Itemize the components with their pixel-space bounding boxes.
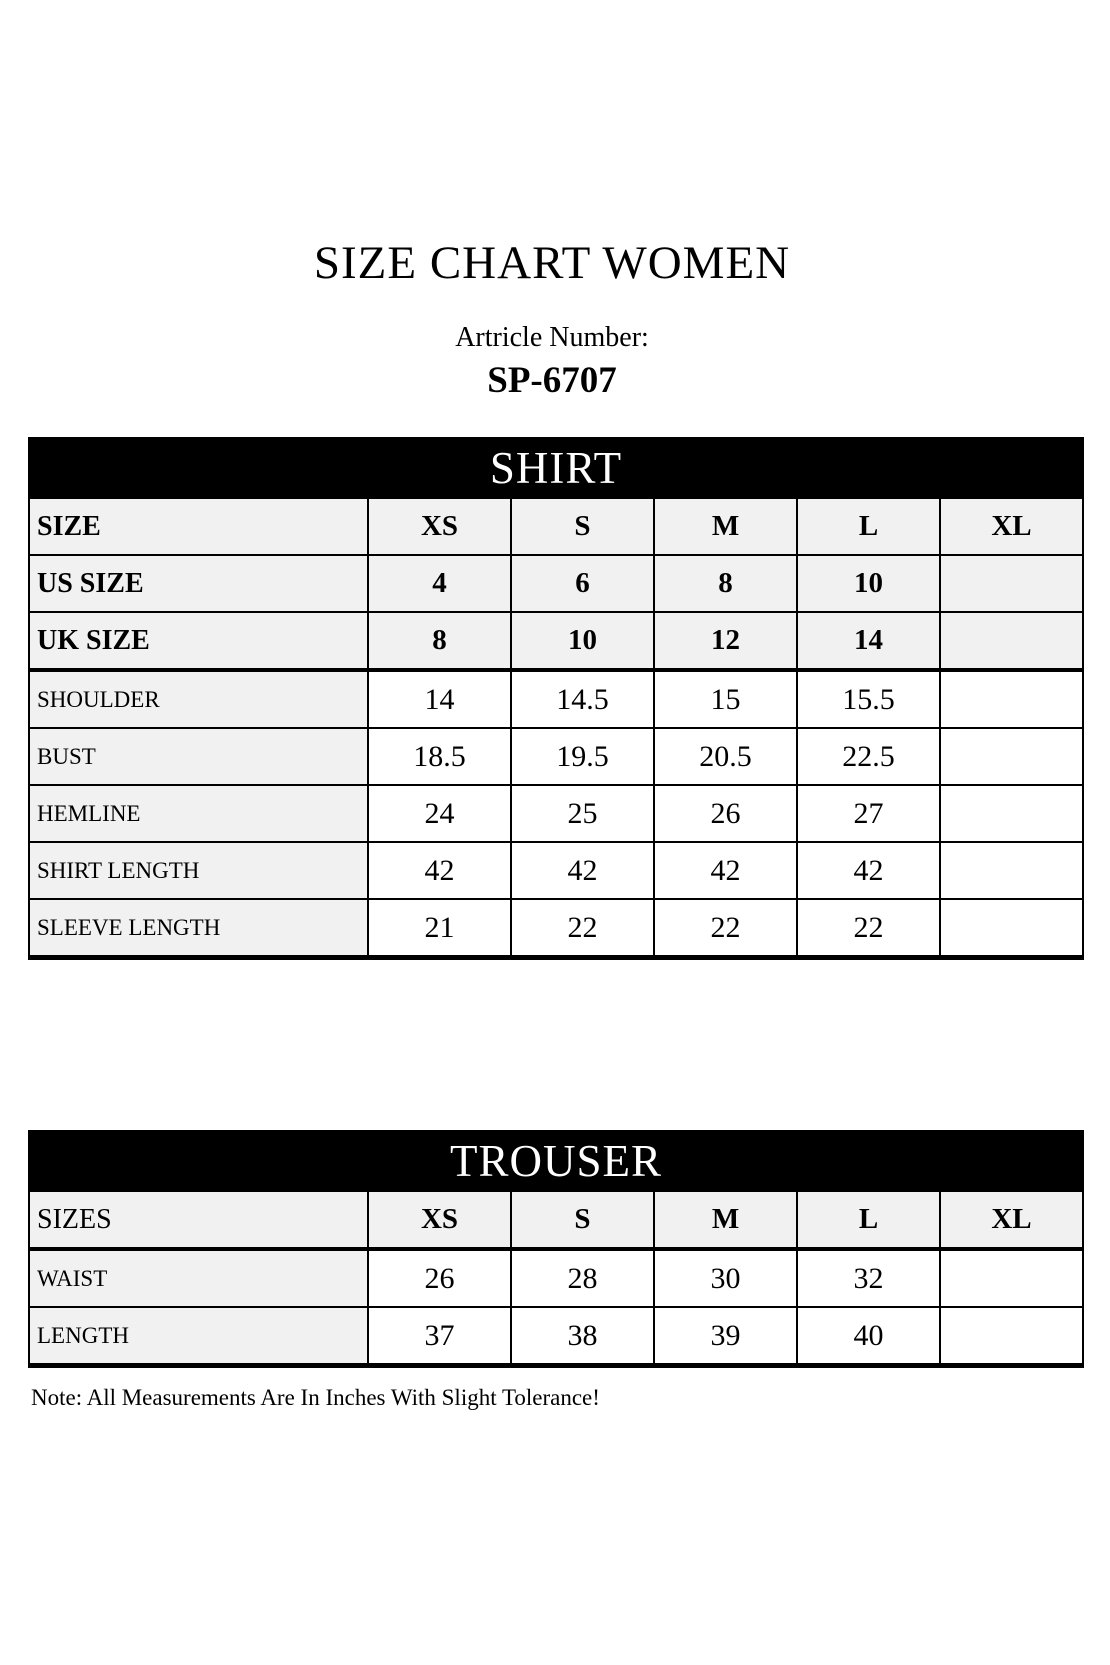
size-cell: M: [654, 1191, 797, 1249]
article-number-label: Artricle Number:: [455, 322, 649, 353]
measurement-cell: [940, 842, 1083, 899]
row-label: UK SIZE: [29, 612, 368, 670]
size-cell: S: [511, 498, 654, 555]
size-cell: 8: [654, 555, 797, 612]
table-row: [29, 728, 1083, 785]
size-cell: 10: [511, 612, 654, 670]
table-row: [29, 1131, 1083, 1191]
measurement-cell: 28: [511, 1249, 654, 1307]
size-cell: M: [654, 498, 797, 555]
table-row: [29, 899, 1083, 958]
measurement-cell: 42: [797, 842, 940, 899]
measurement-cell: 32: [797, 1249, 940, 1307]
measurement-cell: 24: [368, 785, 511, 842]
table-row: [29, 842, 1083, 899]
measurement-cell: [940, 728, 1083, 785]
size-cell: 8: [368, 612, 511, 670]
shirt-table-title: SHIRT: [29, 438, 1083, 498]
measurement-cell: 38: [511, 1307, 654, 1366]
measurement-cell: [940, 785, 1083, 842]
measurement-cell: 42: [654, 842, 797, 899]
measurement-cell: [940, 899, 1083, 958]
measurement-cell: 37: [368, 1307, 511, 1366]
size-cell: [940, 612, 1083, 670]
table-row: [29, 555, 1083, 612]
measurement-cell: 42: [368, 842, 511, 899]
row-label: BUST: [29, 728, 368, 785]
size-cell: XS: [368, 1191, 511, 1249]
size-cell: 10: [797, 555, 940, 612]
size-cell: L: [797, 498, 940, 555]
table-row: [29, 438, 1083, 498]
note-text: Note: All Measurements Are In Inches With Slight Tolerance!: [31, 1385, 600, 1410]
table-row: [29, 785, 1083, 842]
row-label: LENGTH: [29, 1307, 368, 1366]
measurement-cell: 19.5: [511, 728, 654, 785]
size-cell: 6: [511, 555, 654, 612]
row-label: WAIST: [29, 1249, 368, 1307]
size-cell: XL: [940, 498, 1083, 555]
measurement-cell: 18.5: [368, 728, 511, 785]
measurement-cell: 20.5: [654, 728, 797, 785]
measurement-cell: 22.5: [797, 728, 940, 785]
size-cell: S: [511, 1191, 654, 1249]
row-label: SLEEVE LENGTH: [29, 899, 368, 958]
measurement-cell: 15: [654, 670, 797, 728]
row-label: SHOULDER: [29, 670, 368, 728]
trouser-table-title: TROUSER: [29, 1131, 1083, 1191]
size-cell: 4: [368, 555, 511, 612]
table-row: [29, 498, 1083, 555]
row-label: SIZES: [29, 1191, 368, 1249]
trouser-size-table: [28, 1130, 1084, 1368]
measurement-cell: 30: [654, 1249, 797, 1307]
table-row: [29, 670, 1083, 728]
shirt-size-table: [28, 437, 1084, 960]
size-cell: [940, 555, 1083, 612]
page-title: SIZE CHART WOMEN: [313, 237, 791, 289]
measurement-cell: 25: [511, 785, 654, 842]
measurement-cell: [940, 1307, 1083, 1366]
measurement-cell: 42: [511, 842, 654, 899]
size-cell: L: [797, 1191, 940, 1249]
table-row: [29, 1307, 1083, 1366]
table-row: [29, 1249, 1083, 1307]
measurement-cell: [940, 1249, 1083, 1307]
measurement-cell: 22: [797, 899, 940, 958]
row-label: SIZE: [29, 498, 368, 555]
measurement-cell: 14: [368, 670, 511, 728]
measurement-cell: 22: [511, 899, 654, 958]
measurement-cell: 21: [368, 899, 511, 958]
size-cell: XL: [940, 1191, 1083, 1249]
article-number: SP-6707: [487, 360, 617, 401]
table-row: [29, 1191, 1083, 1249]
size-cell: 14: [797, 612, 940, 670]
measurement-cell: 27: [797, 785, 940, 842]
measurement-cell: 15.5: [797, 670, 940, 728]
row-label: US SIZE: [29, 555, 368, 612]
row-label: SHIRT LENGTH: [29, 842, 368, 899]
row-label: HEMLINE: [29, 785, 368, 842]
measurement-cell: 26: [654, 785, 797, 842]
table-row: [29, 612, 1083, 670]
measurement-cell: 14.5: [511, 670, 654, 728]
size-cell: 12: [654, 612, 797, 670]
measurement-cell: 39: [654, 1307, 797, 1366]
size-cell: XS: [368, 498, 511, 555]
measurement-cell: 40: [797, 1307, 940, 1366]
measurement-cell: [940, 670, 1083, 728]
measurement-cell: 22: [654, 899, 797, 958]
measurement-cell: 26: [368, 1249, 511, 1307]
